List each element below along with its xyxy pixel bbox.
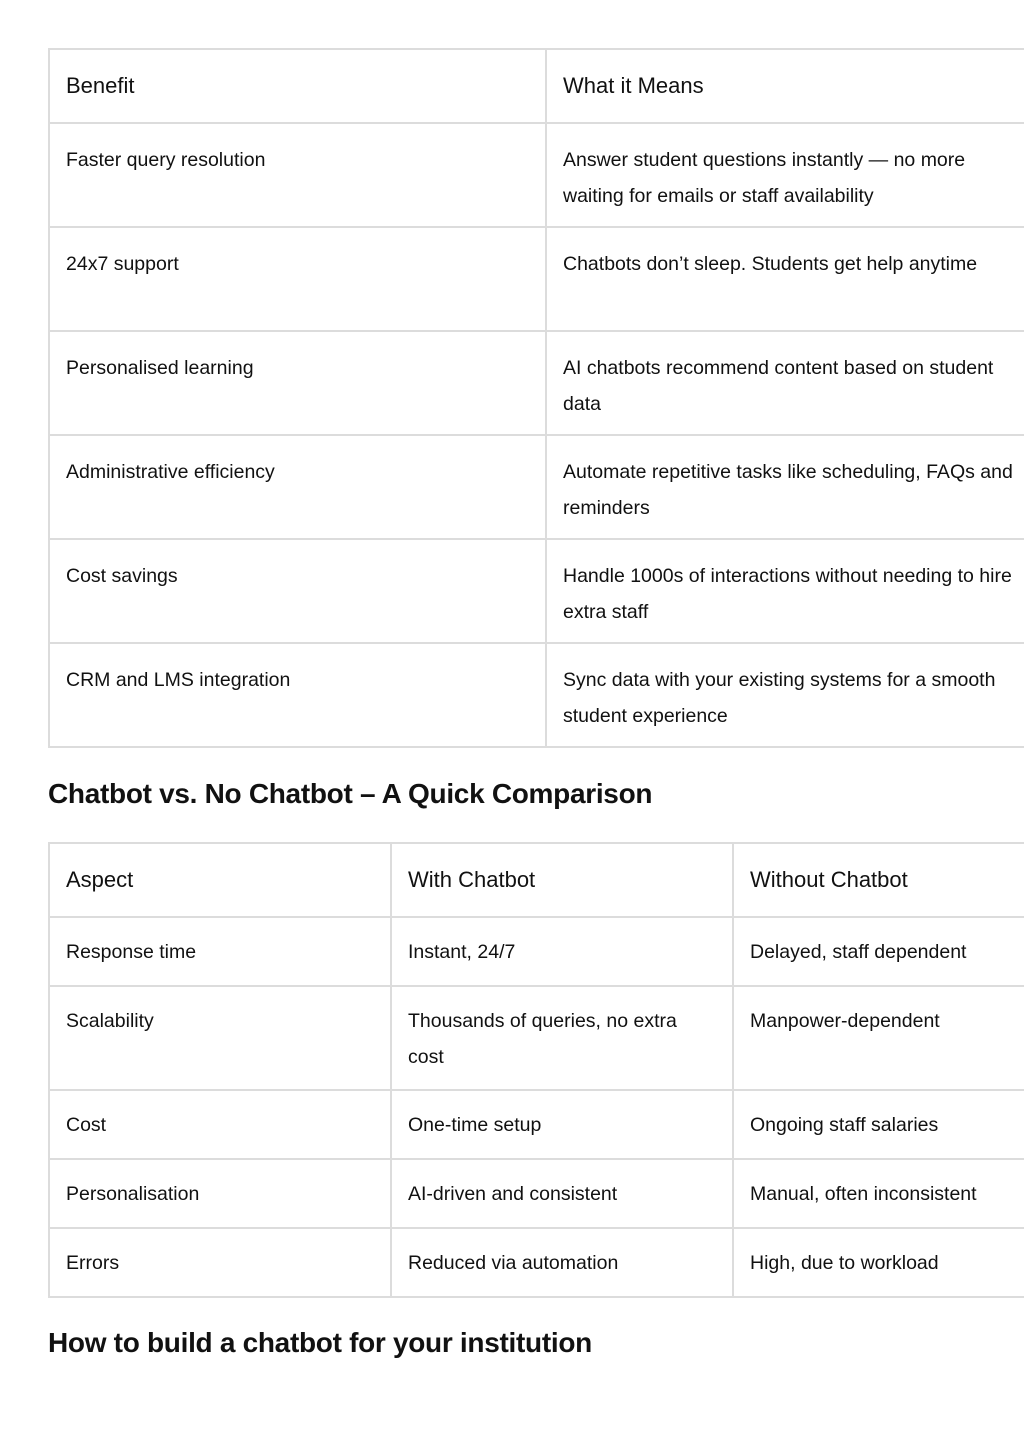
benefit-cell: 24x7 support <box>49 227 546 331</box>
aspect-cell: Cost <box>49 1090 391 1159</box>
meaning-cell: Automate repetitive tasks like scheduling, FAQs and reminders <box>546 435 1024 539</box>
aspect-cell: Errors <box>49 1228 391 1297</box>
meaning-cell: Handle 1000s of interactions without needing to hire extra staff <box>546 539 1024 643</box>
benefit-cell: Administrative efficiency <box>49 435 546 539</box>
table-row <box>49 331 1024 435</box>
table-header-row <box>49 843 1024 917</box>
with-chatbot-cell: Instant, 24/7 <box>391 917 733 986</box>
table-row <box>49 123 1024 227</box>
benefit-cell: CRM and LMS integration <box>49 643 546 747</box>
without-chatbot-cell: Manpower-dependent <box>733 986 1024 1090</box>
benefit-cell: Cost savings <box>49 539 546 643</box>
without-chatbot-cell: Delayed, staff dependent <box>733 917 1024 986</box>
without-chatbot-cell: High, due to workload <box>733 1228 1024 1297</box>
build-heading: How to build a chatbot for your institution <box>48 1327 592 1358</box>
table-row <box>49 227 1024 331</box>
aspect-cell: Personalisation <box>49 1159 391 1228</box>
benefit-cell: Personalised learning <box>49 331 546 435</box>
with-chatbot-cell: Thousands of queries, no extra cost <box>391 986 733 1090</box>
table-row <box>49 643 1024 747</box>
header-without-chatbot: Without Chatbot <box>733 843 1024 917</box>
table-row <box>49 986 1024 1090</box>
article-content <box>48 48 1013 1361</box>
header-with-chatbot: With Chatbot <box>391 843 733 917</box>
meaning-cell: Sync data with your existing systems for a smooth student experience <box>546 643 1024 747</box>
without-chatbot-cell: Ongoing staff salaries <box>733 1090 1024 1159</box>
meaning-cell: Answer student questions instantly — no more waiting for emails or staff availability <box>546 123 1024 227</box>
with-chatbot-cell: One-time setup <box>391 1090 733 1159</box>
header-aspect: Aspect <box>49 843 391 917</box>
with-chatbot-cell: AI-driven and consistent <box>391 1159 733 1228</box>
benefit-cell: Faster query resolution <box>49 123 546 227</box>
table-row <box>49 1228 1024 1297</box>
header-what-it-means: What it Means <box>546 49 1024 123</box>
with-chatbot-cell: Reduced via automation <box>391 1228 733 1297</box>
table-row <box>49 435 1024 539</box>
aspect-cell: Scalability <box>49 986 391 1090</box>
table-row <box>49 917 1024 986</box>
aspect-cell: Response time <box>49 917 391 986</box>
table-header-row <box>49 49 1024 123</box>
meaning-cell: Chatbots don’t sleep. Students get help anytime <box>546 227 1024 331</box>
header-benefit: Benefit <box>49 49 546 123</box>
comparison-table <box>48 842 1024 1298</box>
comparison-heading: Chatbot vs. No Chatbot – A Quick Comparison <box>48 778 653 809</box>
table-row <box>49 1090 1024 1159</box>
meaning-cell: AI chatbots recommend content based on student data <box>546 331 1024 435</box>
benefits-table <box>48 48 1024 748</box>
table-row <box>49 539 1024 643</box>
table-row <box>49 1159 1024 1228</box>
without-chatbot-cell: Manual, often inconsistent <box>733 1159 1024 1228</box>
